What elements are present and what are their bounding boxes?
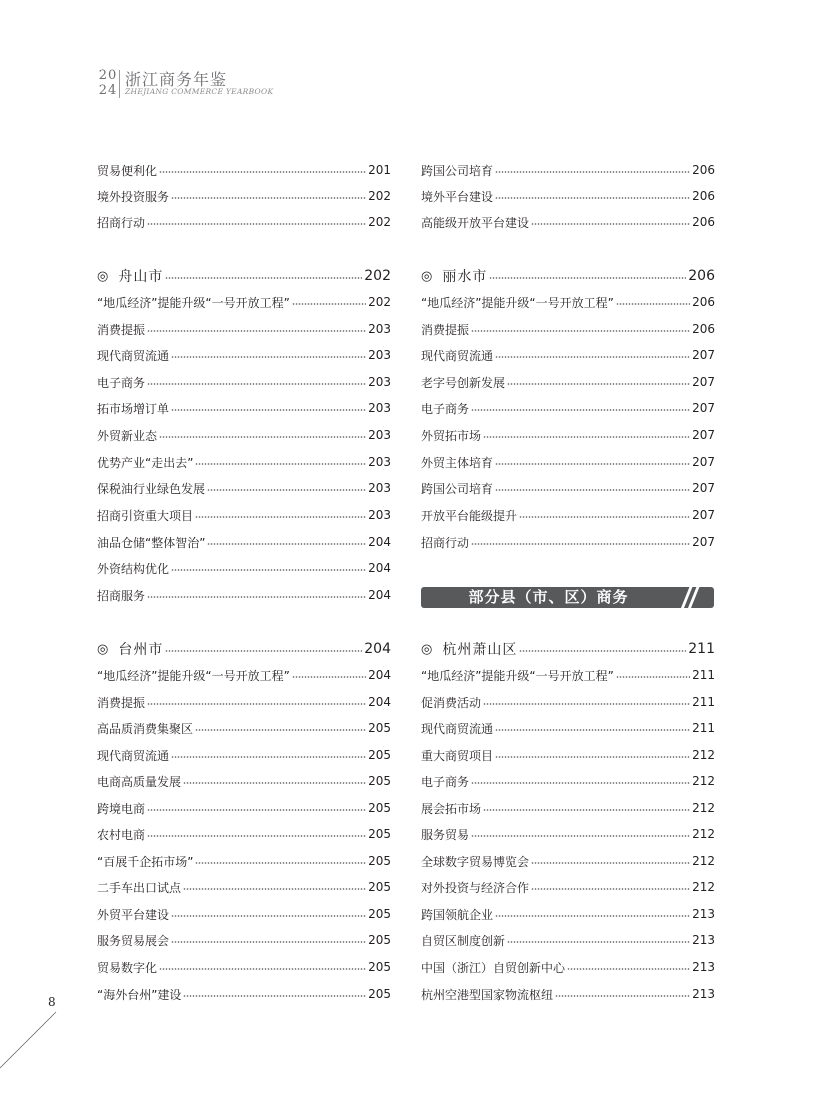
toc-entry-page: 206 <box>692 322 715 336</box>
toc-entry[interactable] <box>421 157 715 183</box>
toc-entry[interactable] <box>97 901 391 927</box>
leader-dots <box>495 463 690 465</box>
bullseye-icon: ◎ <box>97 268 109 284</box>
toc-entry[interactable] <box>421 395 715 421</box>
toc-entry-title: 外贸平台建设 <box>97 907 170 922</box>
toc-entry-page: 205 <box>368 774 391 788</box>
toc-entry-title: 跨国公司培育 <box>421 163 494 178</box>
toc-entry-page: 206 <box>692 215 715 229</box>
leader-dots <box>207 489 366 491</box>
toc-entry-title: “地瓜经济”提能升级“一号开放工程” <box>97 668 290 683</box>
toc-entry-title: 消费提振 <box>97 695 146 710</box>
toc-entry[interactable] <box>97 689 391 715</box>
toc-entry[interactable] <box>97 502 391 528</box>
toc-entry-page: 203 <box>368 481 391 495</box>
toc-entry[interactable] <box>421 422 715 448</box>
toc-entry-title: “海外台州”建设 <box>97 987 182 1002</box>
toc-entry[interactable] <box>421 502 715 528</box>
toc-entry[interactable] <box>421 689 715 715</box>
leader-dots <box>183 995 366 997</box>
toc-entry-page: 207 <box>692 375 715 389</box>
toc-entry-page: 207 <box>692 535 715 549</box>
toc-entry-page: 212 <box>692 774 715 788</box>
toc-entry-title: 现代商贸流通 <box>421 348 494 363</box>
toc-entry[interactable] <box>421 369 715 395</box>
toc-entry-page: 205 <box>368 748 391 762</box>
toc-entry-page: 212 <box>692 801 715 815</box>
toc-entry[interactable] <box>421 795 715 821</box>
toc-section-page: 202 <box>364 268 391 284</box>
toc-entry[interactable] <box>97 316 391 342</box>
toc-entry[interactable] <box>421 662 715 688</box>
toc-entry[interactable] <box>421 715 715 741</box>
toc-entry-title: “地瓜经济”提能升级“一号开放工程” <box>97 295 290 310</box>
toc-entry[interactable] <box>421 289 715 315</box>
toc-entry-page: 211 <box>692 695 715 709</box>
toc-entry-page: 213 <box>692 987 715 1001</box>
toc-entry-page: 211 <box>692 668 715 682</box>
page-number: 8 <box>48 995 56 1009</box>
toc-entry-title: 服务贸易展会 <box>97 933 170 948</box>
toc-entry[interactable] <box>97 529 391 555</box>
toc-entry-page: 211 <box>692 721 715 735</box>
toc-entry-page: 207 <box>692 481 715 495</box>
leader-dots <box>147 703 366 705</box>
toc-entry-title: 老字号创新发展 <box>421 375 506 390</box>
leader-dots <box>159 171 366 173</box>
toc-entry-page: 204 <box>368 695 391 709</box>
toc-entry-page: 212 <box>692 854 715 868</box>
toc-entry[interactable] <box>421 821 715 847</box>
toc-entry-title: 现代商贸流通 <box>421 721 494 736</box>
toc-entry-title: 高能级开放平台建设 <box>421 215 530 230</box>
leader-dots <box>471 543 690 545</box>
toc-entry-page: 207 <box>692 455 715 469</box>
leader-dots <box>471 782 690 784</box>
leader-dots <box>183 888 366 890</box>
toc-entry-page: 202 <box>368 295 391 309</box>
toc-entry-title: 对外投资与经济合作 <box>421 880 530 895</box>
toc-entry-page: 201 <box>368 163 391 177</box>
toc-entry[interactable] <box>421 342 715 368</box>
toc-entry-title: 贸易便利化 <box>97 163 158 178</box>
leader-dots <box>495 729 690 731</box>
toc-entry[interactable] <box>421 449 715 475</box>
toc-entry[interactable] <box>97 927 391 953</box>
leader-dots <box>495 756 690 758</box>
toc-entry[interactable] <box>421 316 715 342</box>
toc-entry-title: 开放平台能级提升 <box>421 508 518 523</box>
book-subtitle: ZHEJIANG COMMERCE YEARBOOK <box>125 87 274 96</box>
toc-entry[interactable] <box>421 848 715 874</box>
toc-entry-page: 204 <box>368 668 391 682</box>
leader-dots <box>195 463 366 465</box>
toc-entry-title: 跨国领航企业 <box>421 907 494 922</box>
leader-dots <box>147 596 366 598</box>
toc-entry[interactable] <box>421 981 715 1007</box>
toc-entry-title: 中国（浙江）自贸创新中心 <box>421 960 566 975</box>
toc-entry-page: 203 <box>368 401 391 415</box>
toc-entry-page: 206 <box>692 163 715 177</box>
leader-dots <box>616 676 690 678</box>
leader-dots <box>195 516 366 518</box>
toc-entry-page: 212 <box>692 827 715 841</box>
leader-dots <box>171 756 366 758</box>
toc-entry-page: 205 <box>368 987 391 1001</box>
toc-entry[interactable] <box>97 715 391 741</box>
toc-entry[interactable] <box>97 369 391 395</box>
leader-dots <box>483 703 690 705</box>
toc-entry-page: 206 <box>692 189 715 203</box>
leader-dots <box>471 835 690 837</box>
leader-dots <box>171 941 366 943</box>
leader-dots <box>495 915 690 917</box>
toc-entry-page: 203 <box>368 455 391 469</box>
toc-entry-title: 农村电商 <box>97 827 146 842</box>
toc-entry-title: 外贸主体培育 <box>421 455 494 470</box>
leader-dots <box>195 729 366 731</box>
toc-entry[interactable] <box>97 422 391 448</box>
toc-entry-title: 优势产业“走出去” <box>97 455 194 470</box>
leader-dots <box>147 383 366 385</box>
leader-dots <box>531 862 690 864</box>
toc-section-page: 204 <box>364 641 391 657</box>
toc-entry[interactable] <box>97 821 391 847</box>
toc-entry[interactable] <box>97 662 391 688</box>
toc-entry-title: 跨境电商 <box>97 801 146 816</box>
toc-entry-title: 消费提振 <box>97 322 146 337</box>
toc-entry[interactable] <box>97 449 391 475</box>
toc-entry[interactable] <box>421 742 715 768</box>
leader-dots <box>616 303 690 305</box>
toc-entry-page: 205 <box>368 960 391 974</box>
toc-entry-title: 现代商贸流通 <box>97 348 170 363</box>
book-title: 浙江商务年鉴 <box>125 70 228 89</box>
toc-entry-title: 全球数字贸易博览会 <box>421 854 530 869</box>
toc-entry-title: 电商高质量发展 <box>97 774 182 789</box>
toc-entry-page: 213 <box>692 907 715 921</box>
toc-entry[interactable] <box>97 742 391 768</box>
year-top: 20 <box>98 68 118 83</box>
toc-entry-title: 展会拓市场 <box>421 801 482 816</box>
section-banner-title: 部分县（市、区）商务 <box>468 588 629 606</box>
toc-entry-page: 202 <box>368 215 391 229</box>
toc-entry-title: 促消费活动 <box>421 695 482 710</box>
toc-entry-page: 205 <box>368 907 391 921</box>
toc-entry-page: 203 <box>368 375 391 389</box>
section-banner <box>421 587 714 608</box>
leader-dots <box>531 888 690 890</box>
toc-entry[interactable] <box>97 768 391 794</box>
leader-dots <box>171 915 366 917</box>
toc-entry-title: “地瓜经济”提能升级“一号开放工程” <box>421 668 614 683</box>
toc-entry-title: 拓市场增订单 <box>97 401 170 416</box>
toc-entry-page: 213 <box>692 933 715 947</box>
toc-entry-page: 207 <box>692 401 715 415</box>
toc-entry-page: 204 <box>368 535 391 549</box>
leader-dots <box>495 356 690 358</box>
toc-entry[interactable] <box>97 395 391 421</box>
leader-dots <box>159 968 366 970</box>
toc-entry[interactable] <box>421 927 715 953</box>
toc-entry-title: “地瓜经济”提能升级“一号开放工程” <box>421 295 614 310</box>
leader-dots <box>171 409 366 411</box>
leader-dots <box>147 223 366 225</box>
toc-entry-title: 杭州空港型国家物流枢纽 <box>421 987 554 1002</box>
toc-entry-title: 招商引资重大项目 <box>97 508 194 523</box>
leader-dots <box>495 489 690 491</box>
leader-dots <box>489 277 686 279</box>
toc-entry-title: 保税油行业绿色发展 <box>97 481 206 496</box>
toc-section-taizhou[interactable] <box>97 636 391 662</box>
toc-entry-title: 二手车出口试点 <box>97 880 182 895</box>
year-bottom: 24 <box>98 83 118 98</box>
toc-entry[interactable] <box>97 475 391 501</box>
toc-entry-title: 油品仓储“整体智治” <box>97 535 206 550</box>
leader-dots <box>495 197 690 199</box>
leader-dots <box>555 995 690 997</box>
leader-dots <box>519 516 690 518</box>
toc-entry-title: 服务贸易 <box>421 827 470 842</box>
toc-entry[interactable] <box>421 954 715 980</box>
leader-dots <box>165 650 362 652</box>
toc-entry-title: 自贸区制度创新 <box>421 933 506 948</box>
toc-section-zhoushan[interactable] <box>97 263 391 289</box>
toc-entry[interactable] <box>97 157 391 183</box>
bullseye-icon: ◎ <box>421 268 433 284</box>
leader-dots <box>147 330 366 332</box>
toc-entry-page: 205 <box>368 801 391 815</box>
bullseye-icon: ◎ <box>421 641 433 657</box>
leader-dots <box>195 862 366 864</box>
toc-entry-title: 消费提振 <box>421 322 470 337</box>
toc-entry-title: 电子商务 <box>421 774 470 789</box>
leader-dots <box>292 303 366 305</box>
leader-dots <box>183 782 366 784</box>
toc-section-page: 206 <box>688 268 715 284</box>
toc-entry-title: 外贸新业态 <box>97 428 158 443</box>
header-divider <box>119 70 120 98</box>
toc-entry-title: 境外平台建设 <box>421 189 494 204</box>
leader-dots <box>171 197 366 199</box>
toc-entry-page: 207 <box>692 348 715 362</box>
leader-dots <box>165 277 362 279</box>
toc-entry-title: 外贸拓市场 <box>421 428 482 443</box>
corner-diagonal-line <box>0 1010 70 1070</box>
leader-dots <box>147 809 366 811</box>
toc-entry-page: 205 <box>368 827 391 841</box>
toc-entry[interactable] <box>97 183 391 209</box>
toc-entry[interactable] <box>97 848 391 874</box>
toc-entry[interactable] <box>421 475 715 501</box>
leader-dots <box>207 543 366 545</box>
toc-entry-title: 招商行动 <box>421 535 470 550</box>
leader-dots <box>147 835 366 837</box>
toc-entry-page: 207 <box>692 508 715 522</box>
toc-entry-page: 203 <box>368 428 391 442</box>
bullseye-icon: ◎ <box>97 641 109 657</box>
toc-section-title: 杭州萧山区 <box>442 642 518 658</box>
toc-entry-page: 203 <box>368 508 391 522</box>
toc-entry-page: 204 <box>368 561 391 575</box>
toc-entry[interactable] <box>421 209 715 235</box>
leader-dots <box>171 569 366 571</box>
toc-entry-title: 跨国公司培育 <box>421 481 494 496</box>
toc-section-title: 丽水市 <box>442 269 488 285</box>
leader-dots <box>567 968 690 970</box>
toc-entry-title: 电子商务 <box>421 401 470 416</box>
leader-dots <box>495 171 690 173</box>
toc-section-title: 舟山市 <box>118 269 164 285</box>
toc-entry[interactable] <box>97 555 391 581</box>
toc-entry[interactable] <box>97 582 391 608</box>
toc-entry-page: 204 <box>368 588 391 602</box>
toc-entry[interactable] <box>421 874 715 900</box>
toc-entry[interactable] <box>421 529 715 555</box>
leader-dots <box>507 941 690 943</box>
toc-entry-title: 招商服务 <box>97 588 146 603</box>
leader-dots <box>292 676 366 678</box>
toc-entry-page: 203 <box>368 322 391 336</box>
toc-entry-title: 高品质消费集聚区 <box>97 721 194 736</box>
toc-entry[interactable] <box>97 981 391 1007</box>
leader-dots <box>471 330 690 332</box>
leader-dots <box>519 650 686 652</box>
toc-section-page: 211 <box>688 641 715 657</box>
toc-entry-page: 202 <box>368 189 391 203</box>
year-mark <box>97 68 119 98</box>
toc-entry-page: 203 <box>368 348 391 362</box>
toc-entry[interactable] <box>421 901 715 927</box>
toc-entry-title: 电子商务 <box>97 375 146 390</box>
toc-entry-title: 外资结构优化 <box>97 561 170 576</box>
toc-entry-page: 205 <box>368 854 391 868</box>
toc-entry-page: 213 <box>692 960 715 974</box>
leader-dots <box>159 436 366 438</box>
toc-entry-page: 207 <box>692 428 715 442</box>
toc-section-xiaoshan[interactable] <box>421 636 715 662</box>
leader-dots <box>507 383 690 385</box>
toc-entry-page: 212 <box>692 748 715 762</box>
toc-entry-page: 206 <box>692 295 715 309</box>
toc-entry-title: 贸易数字化 <box>97 960 158 975</box>
toc-entry[interactable] <box>97 874 391 900</box>
toc-entry[interactable] <box>97 795 391 821</box>
toc-entry-title: 招商行动 <box>97 215 146 230</box>
toc-entry[interactable] <box>97 954 391 980</box>
toc-section-lishui[interactable] <box>421 263 715 289</box>
leader-dots <box>483 436 690 438</box>
toc-entry-page: 212 <box>692 880 715 894</box>
toc-entry[interactable] <box>421 768 715 794</box>
toc-entry[interactable] <box>97 342 391 368</box>
leader-dots <box>171 356 366 358</box>
toc-entry[interactable] <box>421 183 715 209</box>
toc-section-title: 台州市 <box>118 642 164 658</box>
toc-entry-page: 205 <box>368 933 391 947</box>
toc-entry-title: “百展千企拓市场” <box>97 854 194 869</box>
toc-entry[interactable] <box>97 289 391 315</box>
toc-entry-title: 重大商贸项目 <box>421 748 494 763</box>
leader-dots <box>531 223 690 225</box>
leader-dots <box>483 809 690 811</box>
toc-entry-title: 现代商贸流通 <box>97 748 170 763</box>
toc-entry-page: 205 <box>368 721 391 735</box>
toc-entry-title: 境外投资服务 <box>97 189 170 204</box>
toc-entry-page: 205 <box>368 880 391 894</box>
leader-dots <box>471 409 690 411</box>
toc-entry[interactable] <box>97 209 391 235</box>
